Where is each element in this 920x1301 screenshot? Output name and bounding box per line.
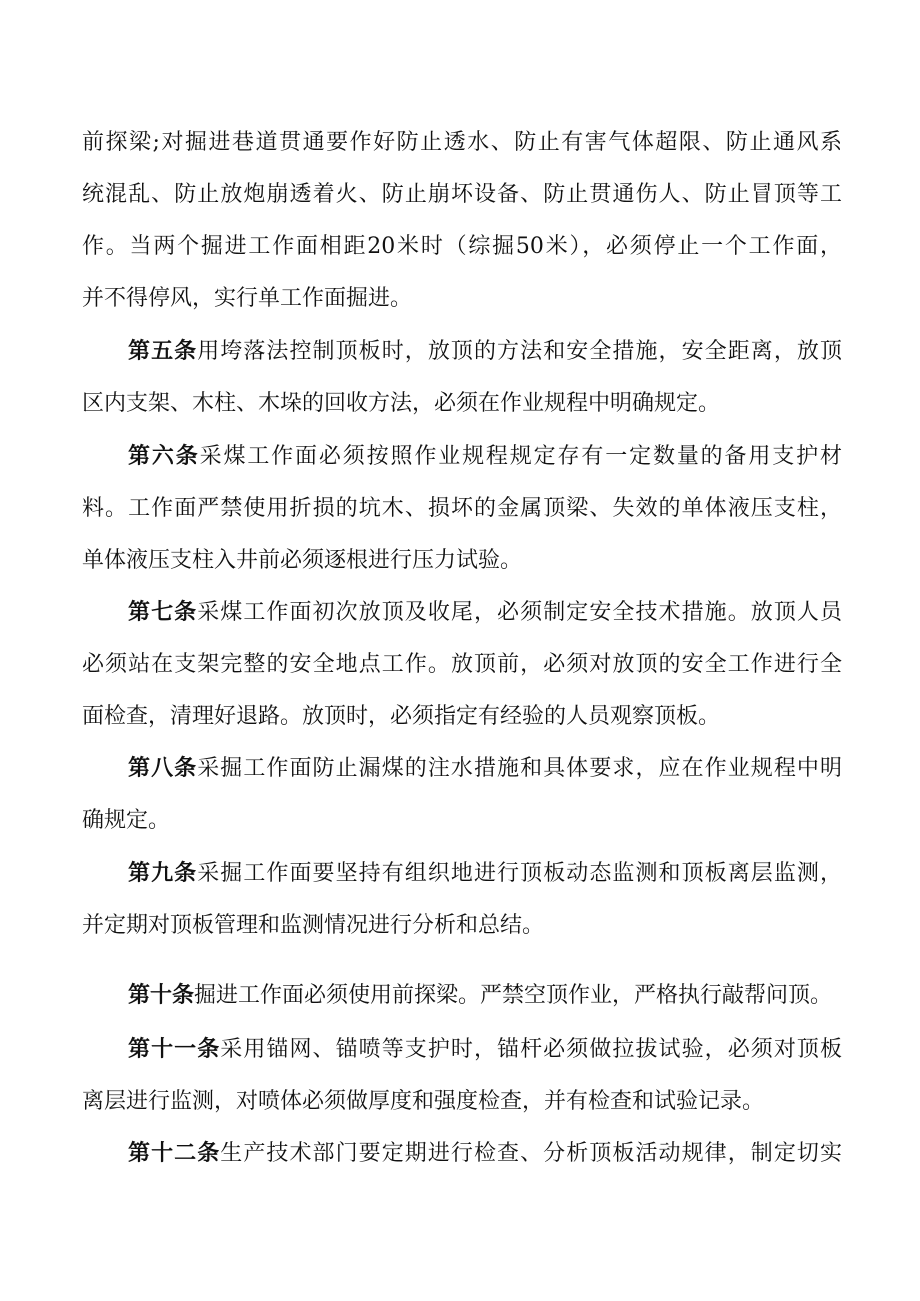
article-5 (82, 326, 842, 430)
text-line (82, 970, 842, 1022)
text-line (82, 1024, 842, 1076)
article-8 (82, 743, 842, 847)
article-7 (82, 587, 842, 743)
text-line: 确规定。 (82, 808, 171, 833)
text-line (82, 326, 842, 378)
article-text: 采煤工作面初次放顶及收尾，必须制定安全技术措施。放顶人员 (197, 600, 842, 625)
text-line (82, 587, 842, 639)
article-12 (82, 1128, 842, 1180)
text-line: 并定期对顶板管理和监测情况进行分析和总结。 (82, 913, 545, 938)
article-text: 掘进工作面必须使用前探梁。严禁空顶作业，严格执行敲帮问顶。 (194, 983, 833, 1008)
article-10 (82, 970, 842, 1022)
article-text: 采用锚网、锚喷等支护时，锚杆必须做拉拔试验，必须对顶板 (220, 1037, 842, 1062)
article-heading: 第六条 (128, 444, 200, 469)
article-11 (82, 1024, 842, 1128)
text-line: 单体液压支柱入井前必须逐根进行压力试验。 (82, 548, 523, 573)
article-heading: 第九条 (128, 861, 198, 886)
article-heading: 第十条 (128, 983, 195, 1008)
article-9 (82, 848, 842, 952)
article-heading: 第七条 (128, 600, 198, 625)
text-line: 统混乱、防止放炮崩透着火、防止崩坏设备、防止贯通伤人、防止冒顶等工 (82, 182, 842, 207)
text-line (82, 431, 842, 483)
text-line: 前探梁;对掘进巷道贯通要作好防止透水、防止有害气体超限、防止通风系 (82, 130, 842, 155)
text-line (82, 848, 842, 900)
text-line (82, 1128, 842, 1180)
text-line: 离层进行监测，对喷体必须做厚度和强度检查，并有检查和试验记录。 (82, 1089, 765, 1114)
article-text: 采掘工作面要坚持有组织地进行顶板动态监测和顶板离层监测， (197, 861, 842, 886)
article-heading: 第十二条 (128, 1141, 221, 1166)
text-line: 面检查，清理好退路。放顶时，必须指定有经验的人员观察顶板。 (82, 704, 721, 729)
article-text: 用垮落法控制顶板时，放顶的方法和安全措施，安全距离，放顶 (197, 339, 842, 364)
article-text: 生产技术部门要定期进行检查、分析顶板活动规律，制定切实 (220, 1141, 842, 1166)
paragraph-continuation (82, 117, 842, 325)
article-heading: 第十一条 (128, 1037, 221, 1062)
article-heading: 第五条 (128, 339, 198, 364)
text-line: 作。当两个掘进工作面相距20米时（综掘50米），必须停止一个工作面， (82, 234, 842, 259)
text-line (82, 743, 842, 795)
article-heading: 第八条 (128, 756, 198, 781)
article-text: 采煤工作面必须按照作业规程规定存有一定数量的备用支护材 (199, 444, 842, 469)
text-line: 必须站在支架完整的安全地点工作。放顶前，必须对放顶的安全工作进行全 (82, 652, 842, 677)
article-6 (82, 431, 842, 587)
text-line: 并不得停风，实行单工作面掘进。 (82, 286, 413, 311)
text-line: 区内支架、木柱、木垛的回收方法，必须在作业规程中明确规定。 (82, 391, 721, 416)
text-line: 料。工作面严禁使用折损的坑木、损坏的金属顶梁、失效的单体液压支柱， (82, 496, 842, 521)
article-text: 采掘工作面防止漏煤的注水措施和具体要求，应在作业规程中明 (197, 756, 842, 781)
